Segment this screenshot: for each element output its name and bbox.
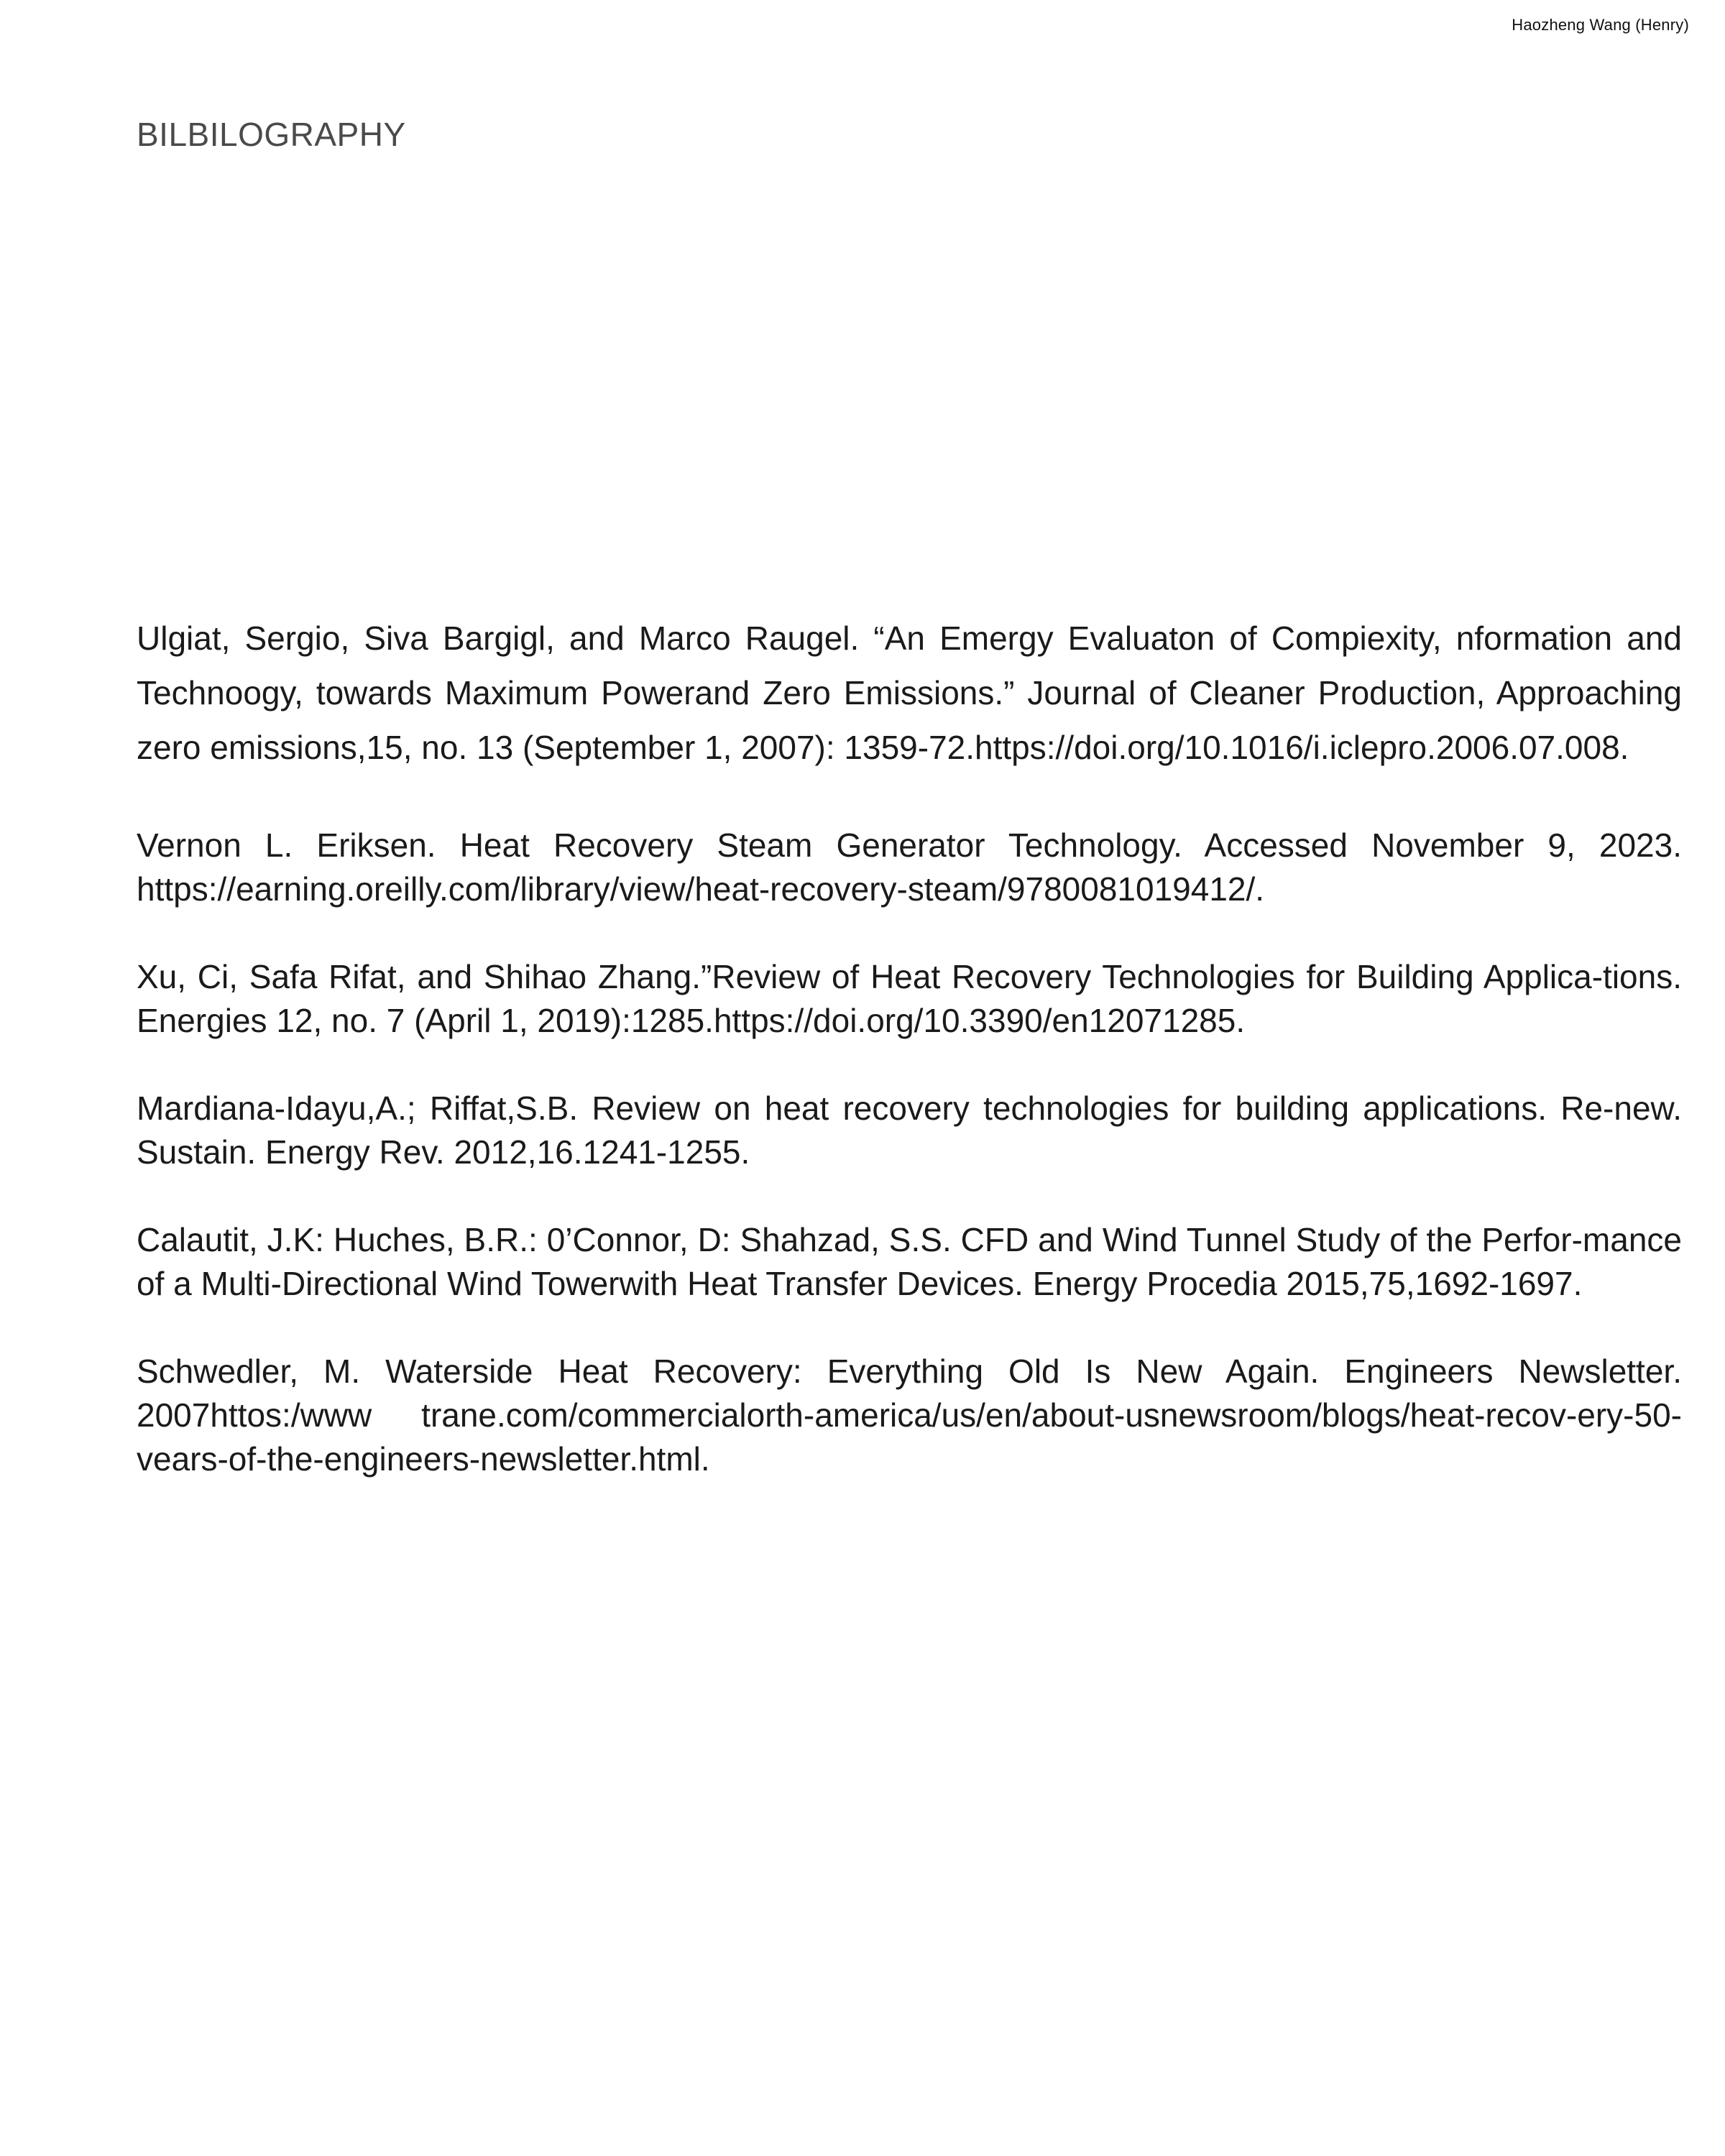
- bibliography-entry: Xu, Ci, Safa Rifat, and Shihao Zhang.”Review of Heat Recovery Technologies for Building Applica-tions. Energies 12, no. 7 (April 1, 2019):1285.https://doi.org/10.3390/en12071285.: [137, 958, 1682, 1039]
- bibliography-entry: Vernon L. Eriksen. Heat Recovery Steam Generator Technology. Accessed November 9, 2023. https://earning.oreilly.com/library/view/heat-recovery-steam/9780081019412/.: [137, 826, 1682, 908]
- bibliography-entry: Schwedler, M. Waterside Heat Recovery: Everything Old Is New Again. Engineers Newsletter. 2007httos:/www trane.com/commercialorth-america/us/en/about-usnewsroom/blogs/heat-recov-ery-50-vears-of-the-engineers-newsletter.html.: [137, 1353, 1682, 1478]
- page-title: BILBILOGRAPHY: [137, 116, 406, 153]
- bibliography-entry: Mardiana-Idayu,A.; Riffat,S.B. Review on heat recovery technologies for building applications. Re-new. Sustain. Energy Rev. 2012,16.1241-1255.: [137, 1089, 1682, 1171]
- author-header: Haozheng Wang (Henry): [1512, 16, 1689, 34]
- bibliography-entry: Calautit, J.K: Huches, B.R.: 0’Connor, D: Shahzad, S.S. CFD and Wind Tunnel Study of the Perfor-mance of a Multi-Directional Wind Towerwith Heat Transfer Devices. Energy Procedia 2015,75,1692-1697.: [137, 1221, 1682, 1302]
- bibliography-list: [137, 611, 1682, 1525]
- bibliography-entry: Ulgiat, Sergio, Siva Bargigl, and Marco Raugel. “An Emergy Evaluaton of Compiexity, nformation and Technoogy, towards Maximum Powerand Zero Emissions.” Journal of Cleaner Production, Approaching zero emissions,15, no. 13 (September 1, 2007): 1359-72.https://doi.org/10.1016/i.iclepro.2006.07.008.: [137, 619, 1682, 766]
